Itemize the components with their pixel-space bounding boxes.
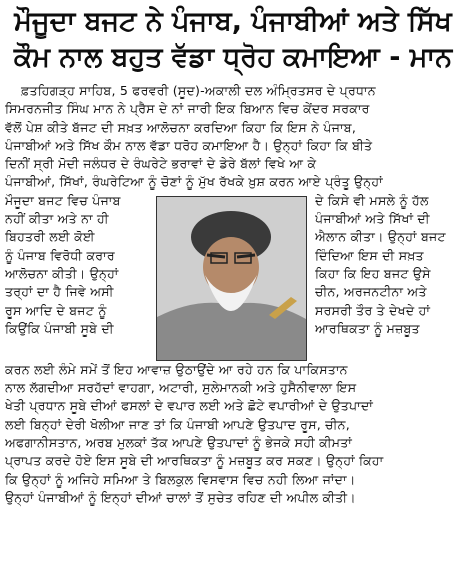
headline (5, 4, 461, 76)
article-line: ਦੇ ਕਿਸੇ ਵੀ ਮਸਲੇ ਨੂੰ ਹੱਲ (315, 192, 429, 208)
article-line: ਕਿ ਉਨ੍ਹਾਂ ਨੂੰ ਅਜਿਹੇ ਸਮਿਆ ਤੇ ਬਿਲਕੁਲ ਵਿਸਵਾਸ ਵਿਚ ਨਹੀ ਲਿਆ ਜਾਂਦਾ। (5, 471, 356, 487)
article-line: ਸਰਸਰੀ ਤੌਰ ਤੇ ਦੇਖਦੇ ਹਾਂ (315, 302, 431, 318)
article-line: ਫ਼ਤਹਿਗੜ੍ਹ ਸਾਹਿਬ, 5 ਫਰਵਰੀ (ਸੂਦ)-ਅਕਾਲੀ ਦਲ ਅੰਮ੍ਰਿਤਸਰ ਦੇ ਪ੍ਰਧਾਨ (21, 83, 376, 98)
article-line: ਕਿਹਾ ਕਿ ਇਹ ਬਜਟ ਉਸੇ (315, 265, 431, 281)
article-intro (5, 82, 461, 192)
article-line: ਪ੍ਰਾਪਤ ਕਰਦੇ ਹੋਏ ਇਸ ਸੂਬੇ ਦੀ ਆਰਥਿਕਤਾ ਨੂੰ ਮਜ਼ਬੂਤ ਕਰ ਸਕਣ। ਉਨ੍ਹਾਂ ਕਿਹਾ (5, 453, 384, 469)
article-line: ਨੂੰ ਪੰਜਾਬ ਵਿਰੋਧੀ ਕਰਾਰ (5, 247, 115, 263)
article-line: ਬਿਹਤਰੀ ਲਈ ਕੋਈ (5, 229, 95, 245)
left-column (5, 192, 148, 361)
article-line: ਮੌਜੂਦਾ ਬਜਟ ਵਿਚ ਪੰਜਾਬ (5, 192, 121, 208)
article-line: ਪੰਜਾਬੀਆਂ ਅਤੇ ਸਿੱਖ ਕੌਮ ਨਾਲ ਵੱਡਾ ਧਰੋਹ ਕਮਾਇਆ ਹੈ। ਉਨ੍ਹਾਂ ਕਿਹਾ ਕਿ ਬੀਤੇ (5, 137, 373, 153)
article-line: ਦਿਨੀਂ ਸ੍ਰੀ ਮੋਦੀ ਜਲੰਧਰ ਦੇ ਰੰਘਰੇਟੇ ਭਰਾਵਾਂ ਦੇ ਡੇਰੇ ਬੱਲਾਂ ਵਿਖੇ ਆ ਕੇ (5, 156, 317, 172)
article-line: ਖੇਤੀ ਪ੍ਰਧਾਨ ਸੂਬੇ ਦੀਆਂ ਫਸਲਾਂ ਦੇ ਵਪਾਰ ਲਈ ਅਤੇ ਛੋਟੇ ਵਪਾਰੀਆਂ ਦੇ ਉਤਪਾਦਾਂ (5, 398, 374, 414)
article-line: ਪੰਜਾਬੀਆਂ ਅਤੇ ਸਿੱਖਾਂ ਦੀ (315, 211, 430, 227)
headline-line-1: ਮੌਜੂਦਾ ਬਜਟ ਨੇ ਪੰਜਾਬ, ਪੰਜਾਬੀਆਂ ਅਤੇ ਸਿੱਖ (14, 6, 452, 37)
article-line: ਤਰ੍ਹਾਂ ਦਾ ਹੈ ਜਿਵੇ ਅਸੀ (5, 284, 114, 300)
article-line: ਆਲੋਚਨਾ ਕੀਤੀ। ਉਨ੍ਹਾਂ (5, 265, 119, 281)
article-line: ਕਰਨ ਲਈ ਲੰਮੇ ਸਮੇਂ ਤੋਂ ਇਹ ਆਵਾਜ਼ ਉਠਾਉਂਦੇ ਆ ਰਹੇ ਹਨ ਕਿ ਪਾਕਿਸਤਾਨ (5, 361, 348, 377)
portrait-illustration (157, 197, 306, 360)
article-line: ਚੀਨ, ਅਰਜਨਟੀਨਾ ਅਤੇ (315, 284, 427, 300)
article-line: ਅਫਗਾਨੀਸਤਾਨ, ਅਰਬ ਮੁਲਕਾਂ ਤੱਕ ਆਪਣੇ ਉਤਪਾਦਾਂ ਨੂੰ ਭੇਜਕੇ ਸਹੀ ਕੀਮਤਾਂ (5, 434, 353, 450)
article-conclusion (5, 361, 461, 507)
article-line: ਪੰਜਾਬੀਆਂ, ਸਿੱਖਾਂ, ਰੰਘਰੇਟਿਆ ਨੂੰ ਚੋਣਾਂ ਨੂੰ ਮੁੱਖ ਰੱਖਕੇ ਖ਼ੁਸ਼ ਕਰਨ ਆਏ ਪ੍ਰੰਤੂ ਉਨ੍ਹਾਂ (5, 174, 383, 190)
article-line: ਨਹੀਂ ਕੀਤਾ ਅਤੇ ਨਾ ਹੀ (5, 211, 109, 227)
article-line: ਸਿਮਰਨਜੀਤ ਸਿੰਘ ਮਾਨ ਨੇ ਪ੍ਰੈਸ ਦੇ ਨਾਂ ਜਾਰੀ ਇਕ ਬਿਆਨ ਵਿਚ ਕੇਂਦਰ ਸਰਕਾਰ (5, 101, 370, 117)
right-column (315, 192, 458, 361)
article-line: ਨਾਲ ਲੱਗਦੀਆ ਸਰਹੱਦਾਂ ਵਾਹਗਾ, ਅਟਾਰੀ, ਸੁਲੇਮਾਨਕੀ ਅਤੇ ਹੁਸੈਨੀਵਾਲਾ ਇਸ (5, 380, 357, 396)
article-line: ਉਨ੍ਹਾਂ ਪੰਜਾਬੀਆਂ ਨੂੰ ਇਨ੍ਹਾਂ ਦੀਆਂ ਚਾਲਾਂ ਤੋਂ ਸੁਚੇਤ ਰਹਿਣ ਦੀ ਅਪੀਲ ਕੀਤੀ। (5, 489, 356, 505)
article-line: ਲਈ ਬਿਨ੍ਹਾਂ ਦੇਰੀ ਖੋਲੀਆ ਜਾਣ ਤਾਂ ਕਿ ਪੰਜਾਬੀ ਆਪਣੇ ਉਤਪਾਦ ਰੂਸ, ਚੀਨ, (5, 416, 350, 432)
portrait-photo-icon (156, 196, 307, 361)
article-line: ਵੱਲੋਂ ਪੇਸ਼ ਕੀਤੇ ਬੱਜਟ ਦੀ ਸਖ਼ਤ ਆਲੋਚਨਾ ਕਰਦਿਆ ਕਿਹਾ ਕਿ ਇਸ ਨੇ ਪੰਜਾਬ, (5, 119, 357, 135)
headline-line-2: ਕੌਮ ਨਾਲ ਬਹੁਤ ਵੱਡਾ ਧ੍ਰੋਹ ਕਮਾਇਆ - ਮਾਨ (13, 42, 453, 73)
article-line: ਆਰਥਿਕਤਾ ਨੂੰ ਮਜ਼ਬੂਤ (315, 320, 420, 336)
article-line: ਦਿੰਦਿਆ ਇਸ ਦੀ ਸਖ਼ਤ (315, 247, 424, 263)
article-line: ਕਿਉਂਕਿ ਪੰਜਾਬੀ ਸੂਬੇ ਦੀ (5, 320, 114, 336)
article-line: ਐਲਾਨ ਕੀਤਾ। ਉਨ੍ਹਾਂ ਬਜਟ (315, 229, 446, 245)
article-line: ਰੂਸ ਆਦਿ ਦੇ ਬਜਟ ਨੂੰ (5, 302, 107, 318)
article-middle (5, 192, 461, 361)
